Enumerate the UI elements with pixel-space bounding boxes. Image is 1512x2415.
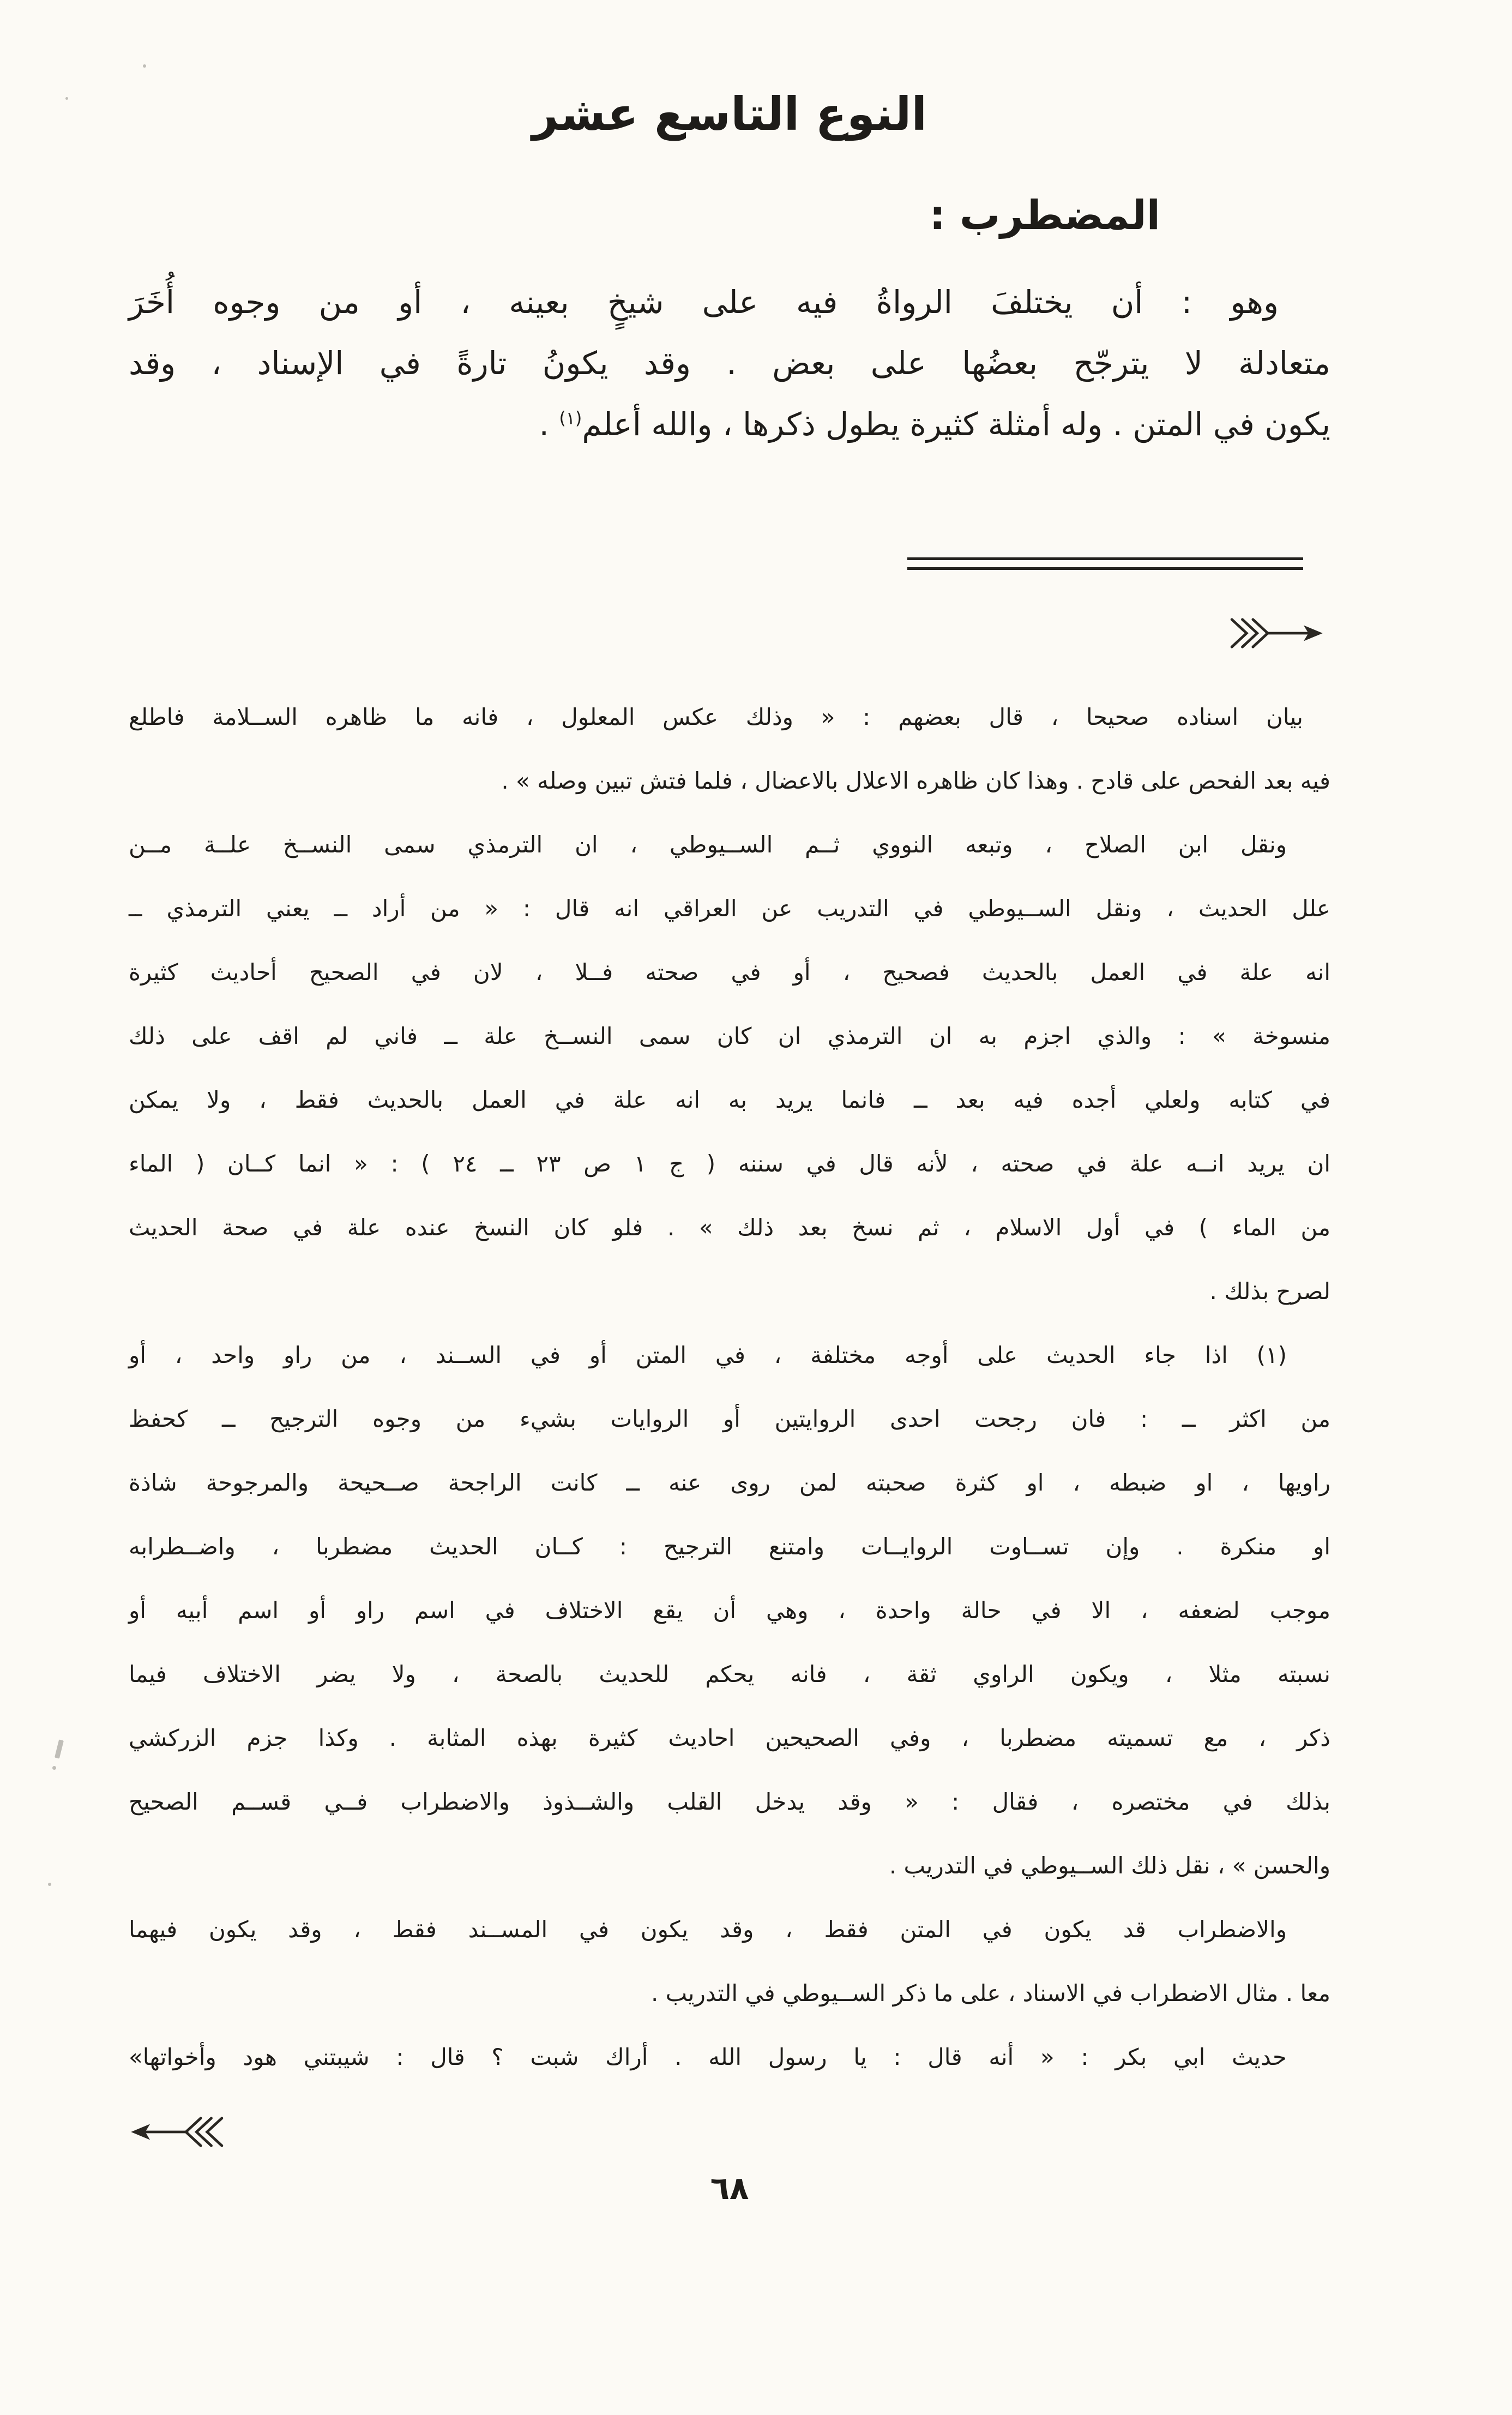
footnote-separator-rule xyxy=(907,557,1303,570)
footnote-line: والحسن » ، نقل ذلك الســيوطي في التدريب . xyxy=(889,1852,1330,1879)
footnote-line: في كتابه ولعلي أجده فيه بعد ــ فانما يريد به انه علة في العمل بالحديث فقط ، ولا يمكن xyxy=(129,1086,1330,1113)
scan-speck xyxy=(143,64,146,68)
footnote-line: ونقل ابن الصلاح ، وتبعه النووي ثــم الســيوطي ، ان الترمذي سمى النســخ علــة مــن xyxy=(129,831,1287,858)
fletched-arrow-left-icon xyxy=(130,2115,225,2151)
footnote-line: (١) اذا جاء الحديث على أوجه مختلفة ، في المتن أو في الســند ، من راو واحد ، أو xyxy=(129,1342,1287,1368)
footnote-line: من اكثر ــ : فان رجحت احدى الروايتين أو الروايات بشيء من وجوه الترجيح ــ كحفظ xyxy=(129,1405,1330,1432)
footnote-line: بذلك في مختصره ، فقال : « وقد يدخل القلب والشــذوذ والاضطراب فــي قســم الصحيح xyxy=(129,1788,1330,1815)
footnote-line: نسبته مثلا ، ويكون الراوي ثقة ، فانه يحكم للحديث بالصحة ، ولا يضر الاختلاف فيما xyxy=(129,1661,1330,1687)
footnotes xyxy=(129,685,1330,2089)
footnote-line: من الماء ) في أول الاسلام ، ثم نسخ بعد ذلك » . فلو كان النسخ عنده علة في صحة الحديث xyxy=(129,1214,1330,1241)
footnote-line: فيه بعد الفحص على قادح . وهذا كان ظاهره الاعلال بالاعضال ، فلما فتش تبين وصله » . xyxy=(501,767,1330,794)
footnote-line: موجب لضعفه ، الا في حالة واحدة ، وهي أن يقع الاختلاف في اسم راو أو اسم أبيه أو xyxy=(129,1597,1330,1624)
main-text-segment: يكون في المتن . وله أمثلة كثيرة يطول ذكرها ، والله أعلم xyxy=(582,406,1330,443)
footnote-line: راويها ، او ضبطه ، او كثرة صحبته لمن روى عنه ــ كانت الراجحة صــحيحة والمرجوحة شاذة xyxy=(129,1469,1330,1496)
margin-mark xyxy=(48,1883,51,1886)
scan-speck xyxy=(65,97,68,100)
footnote-line: ذكر ، مع تسميته مضطربا ، وفي الصحيحين احاديث كثيرة بهذه المثابة . وكذا جزم الزركشي xyxy=(129,1725,1330,1751)
main-text xyxy=(129,272,1330,455)
footnote-line: انه علة في العمل بالحديث فصحيح ، أو في صحته فــلا ، لان في الصحيح أحاديث كثيرة xyxy=(129,959,1330,986)
footnote-line: معا . مثال الاضطراب في الاسناد ، على ما ذكر الســيوطي في التدريب . xyxy=(650,1980,1330,2007)
main-text-line: متعادلة لا يترجّح بعضُها على بعض . وقد يكونُ تارةً في الإسناد ، وقد xyxy=(129,345,1330,382)
main-text-segment: . xyxy=(539,406,559,443)
footnote-line: او منكرة . وإن تســاوت الروايــات وامتنع الترجيح : كــان الحديث مضطربا ، واضــطرابه xyxy=(129,1533,1330,1560)
margin-mark xyxy=(52,1766,56,1770)
page-title: النوع التاسع عشر xyxy=(532,87,927,141)
margin-mark xyxy=(55,1739,64,1758)
main-text-line: وهو : أن يختلفَ الرواةُ فيه على شيخٍ بعينه ، أو من وجوه أُخَرَ xyxy=(129,284,1279,321)
main-text-line xyxy=(129,394,1330,455)
page-number: ٦٨ xyxy=(710,2170,749,2207)
fletched-arrow-right-icon xyxy=(1228,616,1324,652)
footnote-line: لصرح بذلك . xyxy=(1209,1278,1330,1305)
footnote-line: ان يريد انــه علة في صحته ، لأنه قال في سننه ( ج ١ ص ٢٣ ــ ٢٤ ) : « انما كــان ( الماء xyxy=(129,1150,1331,1177)
term-heading: المضطرب : xyxy=(929,192,1160,239)
footnote-line: والاضطراب قد يكون في المتن فقط ، وقد يكون في المســند فقط ، وقد يكون فيهما xyxy=(129,1916,1287,1943)
footnote-line: حديث ابي بكر : « أنه قال : يا رسول الله . أراك شبت ؟ قال : شيبتني هود وأخواتها» xyxy=(129,2044,1287,2070)
footnote-line: منسوخة » : والذي اجزم به ان الترمذي ان كان سمى النســخ علة ــ فاني لم اقف على ذلك xyxy=(129,1023,1330,1049)
footnote-line: بيان اسناده صحيحا ، قال بعضهم : « وذلك عكس المعلول ، فانه ما ظاهره الســلامة فاطلع xyxy=(129,704,1303,730)
footnote-reference: (١) xyxy=(559,407,582,429)
footnote-line: علل الحديث ، ونقل الســيوطي في التدريب عن العراقي انه قال : « من أراد ــ يعني الترمذي ــ xyxy=(129,895,1330,922)
